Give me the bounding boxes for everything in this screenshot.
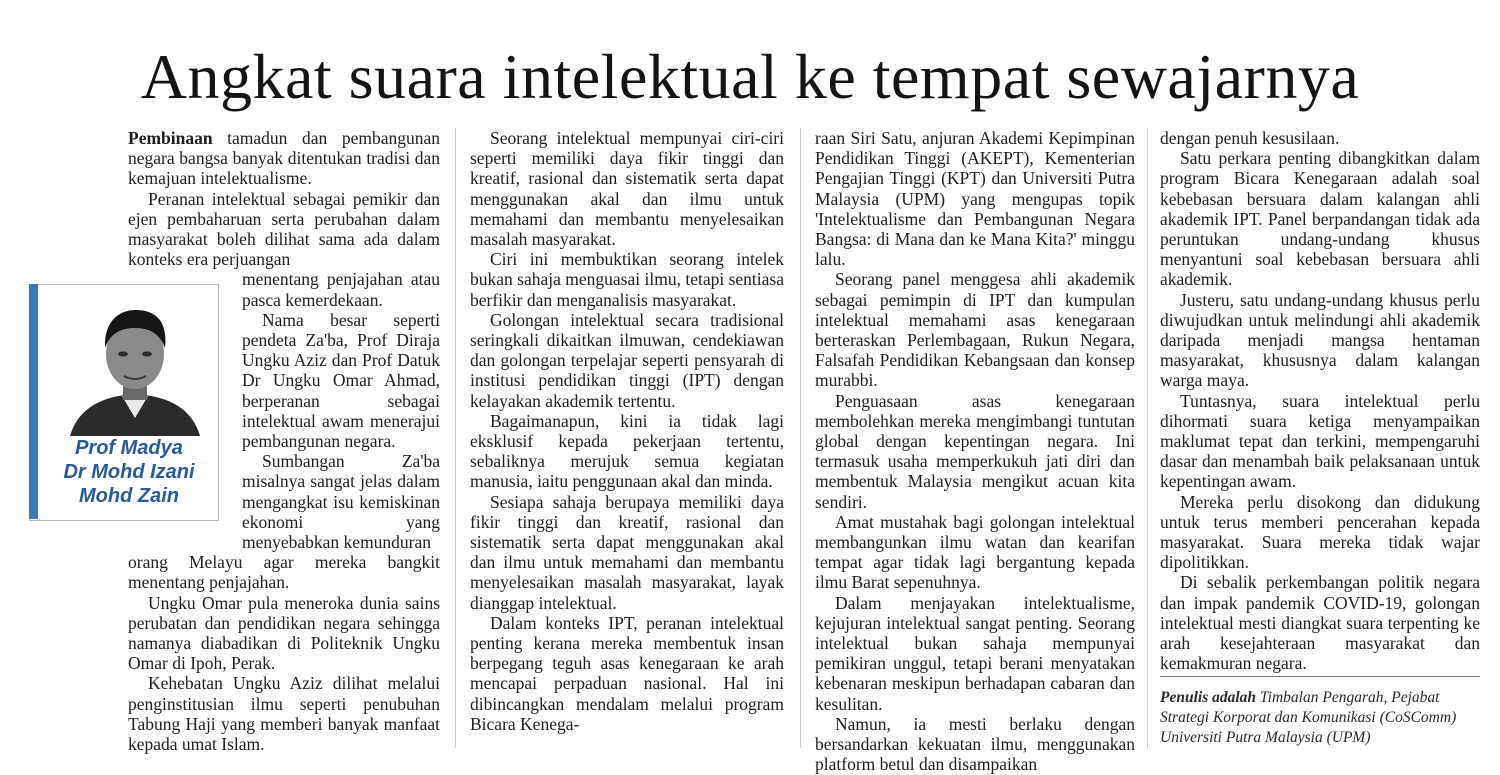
paragraph: Tuntasnya, suara intelektual perlu dihormati suara ketiga menyampaikan maklumat tepat dan terkini, mempengaruhi dasar dan menambah baik pelaksanaan untuk kepentingan awam.	[1160, 390, 1480, 492]
author-portrait-icon	[60, 296, 210, 436]
paragraph: Bagaimanapun, kini ia tidak lagi eksklusif kepada pekerjaan tertentu, sebaliknya merujuk semua kegiatan manusia, iaitu penggunaan akal dan minda.	[470, 410, 784, 492]
paragraph: raan Siri Satu, anjuran Akademi Kepimpinan Pendidikan Tinggi (AKEPT), Kementerian Pengajian Tinggi (KPT) dan Universiti Putra Malaysia (UPM) yang mengupas topik 'Intelektualisme dan Pembangunan Negara Bangsa: di Mana dan ke Mana Kita?' minggu lalu.	[815, 128, 1135, 270]
author-name-line: Prof Madya	[75, 437, 183, 459]
paragraph: Sumbangan Za'ba misalnya sangat jelas dalam mengangkat isu kemiskinan ekonomi yang menyebabkan kemunduran	[242, 451, 440, 553]
paragraph: menentang penjajahan atau pasca kemerdekaan.	[242, 269, 440, 310]
paragraph: Nama besar seperti pendeta Za'ba, Prof Diraja Ungku Aziz dan Prof Datuk Dr Ungku Omar Ahmad, berperanan sebagai intelektual awam menerajui pembangunan negara.	[242, 309, 440, 452]
paragraph: Peranan intelektual sebagai pemikir dan ejen pembaharuan serta perubahan dalam masyarakat boleh dilihat sama ada dalam konteks era perjuangan	[128, 188, 440, 270]
author-note-lead: Penulis adalah	[1160, 689, 1257, 706]
author-name-line: Dr Mohd Izani	[63, 461, 195, 483]
column-2	[470, 128, 784, 734]
headline: Angkat suara intelektual ke tempat sewajarnya	[140, 41, 1360, 112]
column-3	[815, 128, 1135, 775]
paragraph: dengan penuh kesusilaan.	[1160, 128, 1340, 148]
author-note-divider	[1160, 676, 1480, 677]
paragraph: orang Melayu agar mereka bangkit menentang penjajahan.	[128, 552, 440, 593]
column-4	[1160, 128, 1480, 673]
author-accent-bar	[29, 284, 38, 519]
paragraph: Golongan intelektual secara tradisional seringkali dikaitkan ilmuwan, cendekiawan dan golongan terpelajar seperti pensyarah di institusi pendidikan tinggi (IPT) dengan kelayakan akademik tertentu.	[470, 309, 784, 411]
lead-word: Pembinaan	[128, 128, 213, 148]
paragraph: Justeru, satu undang-undang khusus perlu diwujudkan untuk melindungi ahli akademik daripada menjadi mangsa hentaman masyarakat, khususnya dalam kalangan warga maya.	[1160, 289, 1480, 391]
paragraph: Seorang panel menggesa ahli akademik sebagai pemimpin di IPT dan kumpulan intelektual memahami asas kenegaraan berteraskan Perlembagaan, Rukun Negara, Falsafah Pendidikan Kebangsaan dan konsep murabbi.	[815, 269, 1135, 391]
column-divider	[800, 128, 801, 748]
paragraph: Seorang intelektual mempunyai ciri-ciri seperti memiliki daya fikir tinggi dan kreatif, rasional dan sistematik serta dapat menggunakan akal dan ilmu untuk memahami dan membantu menyelesaikan masalah masyarakat.	[470, 128, 784, 250]
author-note-text: Timbalan Pengarah, Pejabat Strategi Korporat dan Komunikasi (CoSComm) Universiti Putra Malaysia (UPM)	[1160, 689, 1457, 746]
paragraph: Kehebatan Ungku Aziz dilihat melalui penginstitusian ilmu seperti penubuhan Tabung Haji yang memberi banyak manfaat kepada umat Islam.	[128, 673, 440, 755]
paragraph: Di sebalik perkembangan politik negara dan impak pandemik COVID-19, golongan intelektual mesti diangkat suara terpenting ke arah kesejahteraan masyarakat dan kemakmuran negara.	[1160, 572, 1480, 674]
paragraph-text: tamadun dan pembangunan negara bangsa banyak ditentukan tradisi dan kemajuan intelektualisme.	[128, 128, 440, 189]
column-divider	[455, 128, 456, 748]
paragraph: Namun, ia mesti berlaku dengan bersandarkan kekuatan ilmu, menggunakan platform betul dan disampaikan	[815, 713, 1135, 775]
paragraph: Ciri ini membuktikan seorang intelek bukan sahaja menguasai ilmu, tetapi sentiasa berfikir dan menganalisis masyarakat.	[470, 249, 784, 310]
paragraph: Satu perkara penting dibangkitkan dalam program Bicara Kenegaraan adalah soal kebebasan bersuara dalam kalangan ahli akademik IPT. Panel berpandangan tidak ada peruntukan undang-undang khusus menyantuni soal kebebasan bersuara ahli akademik.	[1160, 148, 1480, 290]
paragraph: Amat mustahak bagi golongan intelektual membangunkan ilmu watan dan kearifan tempat agar tidak lagi bergantung kepada ilmu Barat sepenuhnya.	[815, 511, 1135, 593]
author-note	[1160, 688, 1480, 748]
paragraph: Sesiapa sahaja berupaya memiliki daya fikir tinggi dan kreatif, rasional dan sistematik serta dapat menggunakan akal dan ilmu untuk memahami dan membantu menyelesaikan masalah masyarakat, layak dianggap intelektual.	[470, 491, 784, 613]
column-divider	[1147, 128, 1148, 748]
paragraph: Mereka perlu disokong dan didukung untuk terus memberi pencerahan kepada masyarakat. Suara mereka tidak wajar dipolitikkan.	[1160, 491, 1480, 573]
paragraph: Dalam konteks IPT, peranan intelektual penting kerana mereka membentuk insan berpegang teguh asas kenegaraan ke arah mencapai perpaduan nasional. Hal ini dibincangkan mendalam melalui program Bicara Kenega-	[470, 612, 784, 734]
paragraph: Dalam menjayakan intelektualisme, kejujuran intelektual sangat penting. Seorang intelektual bukan sahaja mempunyai pemikiran unggul, tetapi berani menyatakan kebenaran meskipun berhadapan cabaran dan kesulitan.	[815, 592, 1135, 714]
paragraph: Ungku Omar pula meneroka dunia sains perubatan dan pendidikan negara sehingga namanya diabadikan di Politeknik Ungku Omar di Ipoh, Perak.	[128, 592, 440, 674]
author-name-line: Mohd Zain	[79, 485, 179, 507]
paragraph	[128, 128, 440, 189]
author-photo	[60, 296, 210, 436]
author-name	[44, 436, 214, 508]
paragraph: Penguasaan asas kenegaraan membolehkan mereka mengimbangi tuntutan global dengan kepentingan negara. Ini termasuk usaha memperkukuh jati diri dan membentuk Malaysia mengikut acuan kita sendiri.	[815, 390, 1135, 512]
